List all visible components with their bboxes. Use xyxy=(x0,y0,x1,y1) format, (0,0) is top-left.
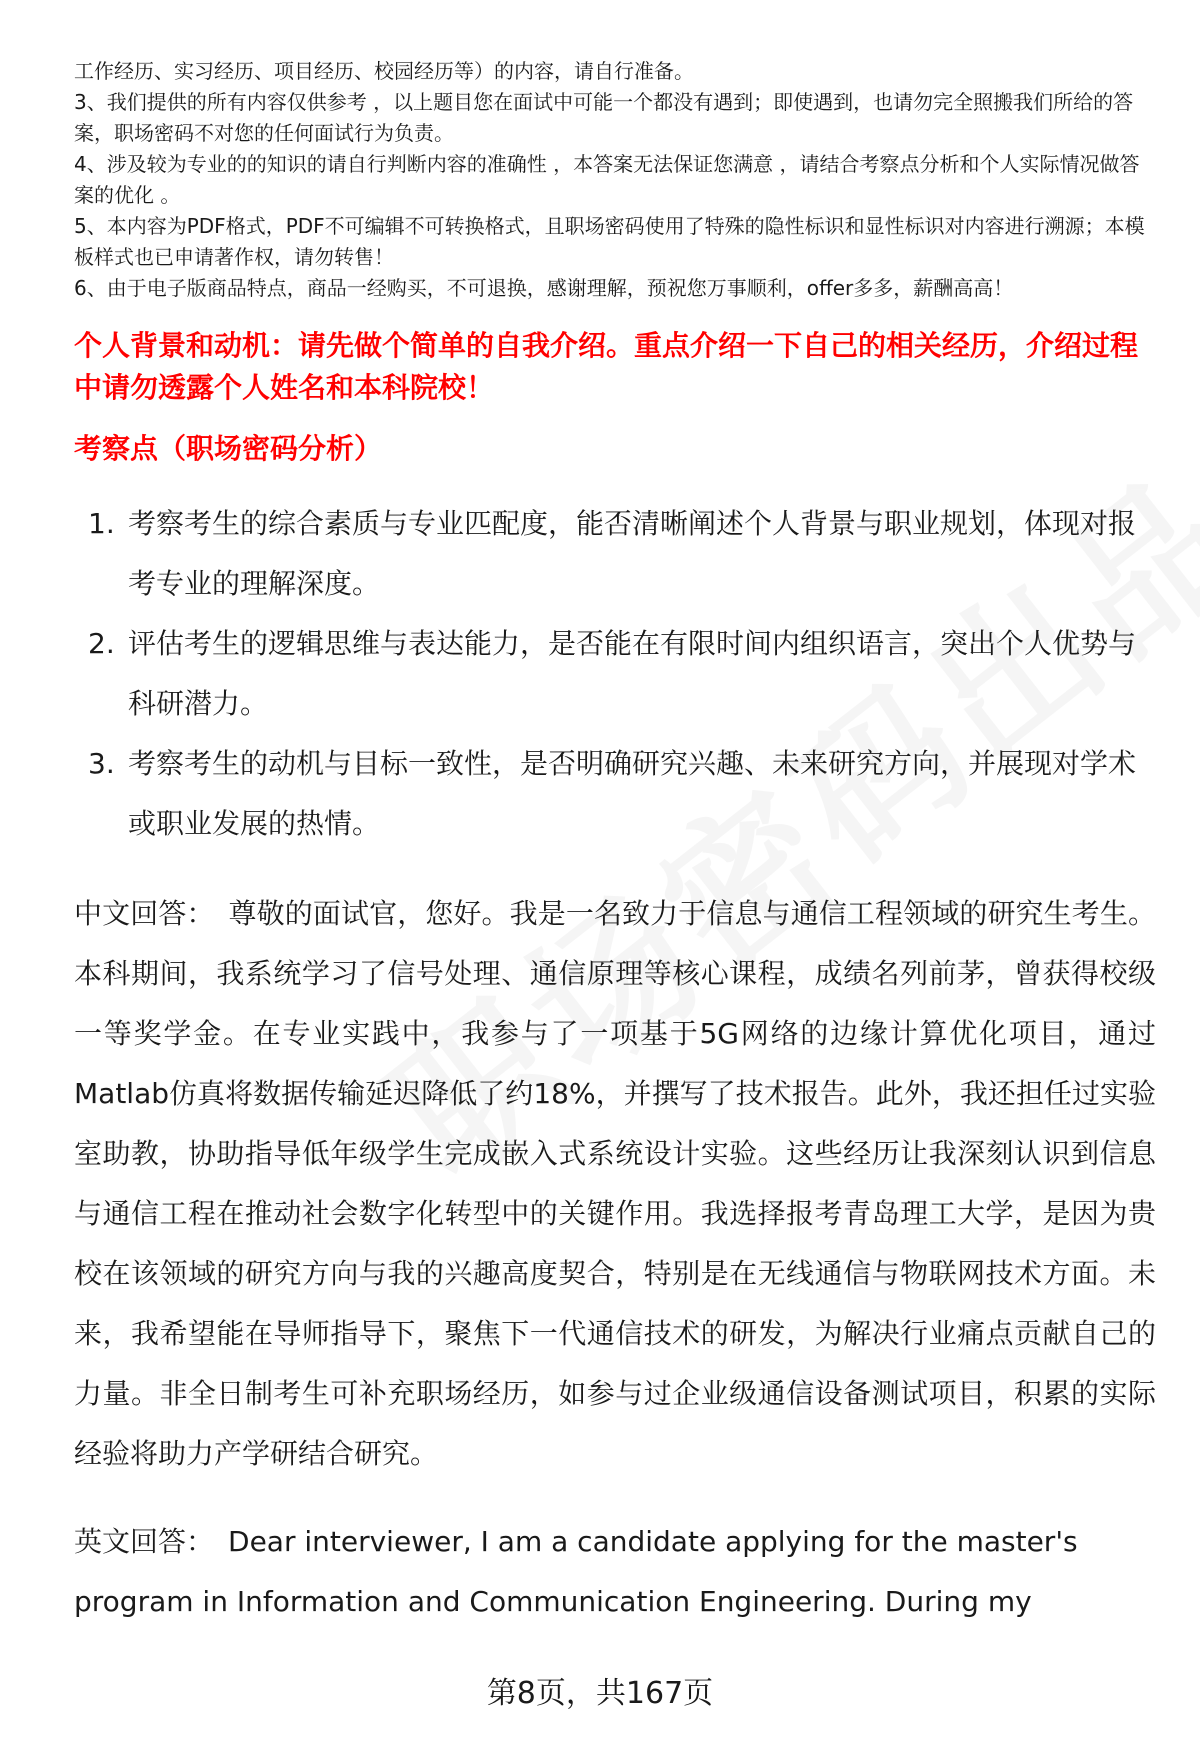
note-line: 3、我们提供的所有内容仅供参考 ，以上题目您在面试中可能一个都没有遇到；即使遇到，也请勿完全照搬我们所给的答案，职场密码不对您的任何面试行为负责。 xyxy=(74,90,1134,145)
chinese-answer xyxy=(74,884,1156,1484)
note-line: 5、本内容为PDF格式，PDF不可编辑不可转换格式，且职场密码使用了特殊的隐性标识和显性标识对内容进行溯源；本模板样式也已申请著作权，请勿转售！ xyxy=(74,214,1145,269)
note-line: 工作经历、实习经历、项目经历、校园经历等）的内容，请自行准备。 xyxy=(74,59,694,83)
notes-section xyxy=(74,56,1156,304)
point-number: 1. xyxy=(88,507,115,540)
point-text: 考察考生的综合素质与专业匹配度，能否清晰阐述个人背景与职业规划，体现对报考专业的理解深度。 xyxy=(128,507,1137,600)
point-text: 评估考生的逻辑思维与表达能力，是否能在有限时间内组织语言，突出个人优势与科研潜力。 xyxy=(128,627,1137,720)
english-answer-label: 英文回答： xyxy=(74,1525,215,1558)
point-number: 3. xyxy=(88,747,115,780)
point-number: 2. xyxy=(88,627,115,660)
chinese-answer-label: 中文回答： xyxy=(74,897,215,930)
note-line: 6、由于电子版商品特点，商品一经购买，不可退换，感谢理解，预祝您万事顺利，offer多多，薪酬高高！ xyxy=(74,276,1014,300)
point-text: 考察考生的动机与目标一致性，是否明确研究兴趣、未来研究方向，并展现对学术或职业发展的热情。 xyxy=(128,747,1137,840)
analysis-point xyxy=(74,734,1156,854)
english-answer xyxy=(74,1512,1156,1632)
page-number-footer: 第8页，共167页 xyxy=(486,1676,714,1711)
english-answer-text: Dear interviewer, I am a candidate applying for the master's program in Information and Communication Engineering. During my xyxy=(74,1525,1078,1618)
note-line: 4、涉及较为专业的的知识的请自行判断内容的准确性 ，本答案无法保证您满意 ，请结合考察点分析和个人实际情况做答案的优化 。 xyxy=(74,152,1140,207)
analysis-point xyxy=(74,614,1156,734)
analysis-points-list xyxy=(74,494,1156,854)
chinese-answer-text: 尊敬的面试官，您好。我是一名致力于信息与通信工程领域的研究生考生。本科期间，我系统学习了信号处理、通信原理等核心课程，成绩名列前茅，曾获得校级一等奖学金。在专业实践中，我参与了一项基于5G网络的边缘计算优化项目，通过Matlab仿真将数据传输延迟降低了约18%，并撰写了技术报告。此外，我还担任过实验室助教，协助指导低年级学生完成嵌入式系统设计实验。这些经历让我深刻认识到信息与通信工程在推动社会数字化转型中的关键作用。我选择报考青岛理工大学，是因为贵校在该领域的研究方向与我的兴趣高度契合，特别是在无线通信与物联网技术方面。未来，我希望能在导师指导下，聚焦下一代通信技术的研发，为解决行业痛点贡献自己的力量。非全日制考生可补充职场经历，如参与过企业级通信设备测试项目，积累的实际经验将助力产学研结合研究。 xyxy=(74,897,1156,1470)
analysis-heading: 考察点（职场密码分析） xyxy=(74,432,383,465)
question-heading: 个人背景和动机：请先做个简单的自我介绍。重点介绍一下自己的相关经历，介绍过程中请勿透露个人姓名和本科院校！ xyxy=(74,329,1139,404)
analysis-point xyxy=(74,494,1156,614)
page-content xyxy=(74,56,1156,1632)
